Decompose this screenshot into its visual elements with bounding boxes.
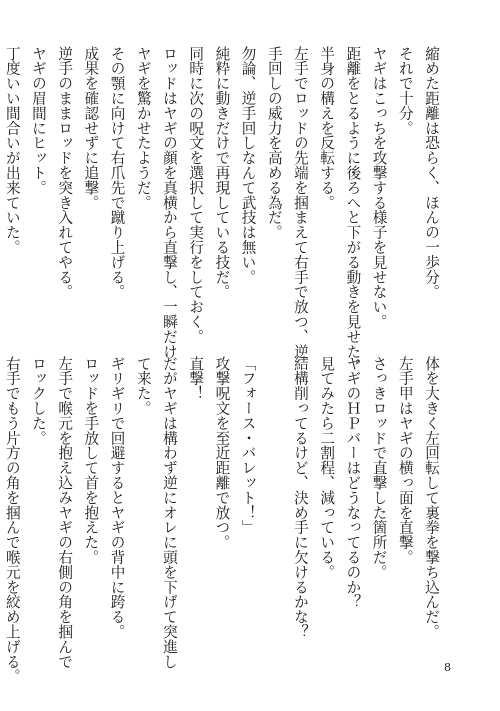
- text-line: ヤギを驚かせたようだ。: [134, 46, 152, 210]
- text-line: 逆手のままロッドを突き入れてやる。: [56, 46, 74, 300]
- text-line: その顎に向けて右爪先で蹴り上げる。: [108, 46, 126, 300]
- text-column-top: [0, 46, 444, 374]
- text-column-bottom: [0, 356, 444, 684]
- text-line: 結構削ってるけど、決め手に欠けるかな？: [291, 356, 309, 640]
- text-line: ロックした。: [29, 356, 47, 446]
- text-line: 手回しの威力を高める為だ。: [265, 46, 283, 240]
- text-line: 攻撃呪文を至近距離で放つ。: [213, 356, 231, 550]
- text-line: ロッドはヤギの顔を真横から直撃し、一瞬だけ: [160, 46, 178, 359]
- text-line: 見てみたら二割程、減っている。: [318, 356, 336, 580]
- text-line: 半身の構えを反転する。: [318, 46, 336, 210]
- page-number: 8: [444, 661, 451, 674]
- text-line: 直撃！: [187, 356, 205, 401]
- text-line: ヤギの眉間にヒット。: [29, 46, 47, 195]
- text-line: 勿論、逆手回しなんて武技は無い。: [239, 46, 257, 285]
- text-line: 縮めた距離は恐らく、ほんの一歩分。: [423, 46, 440, 300]
- text-line: ギリギリで回避するとヤギの背中に跨る。: [108, 356, 126, 640]
- text-line: 同時に次の呪文を選択して実行をしておく。: [187, 46, 205, 344]
- text-line: 距離をとるように後ろへと下がる動きを見せた。: [344, 46, 362, 374]
- text-line: だがヤギは構わず逆にオレに頭を下げて突進し: [160, 356, 178, 669]
- text-line: 成果を確認せずに追撃。: [82, 46, 100, 210]
- text-line: ロッドを手放して首を抱えた。: [82, 356, 100, 565]
- text-line: それで十分。: [396, 46, 414, 136]
- text-line: 左手甲はヤギの横っ面を直撃。: [396, 356, 414, 565]
- text-line: 左手でロッドの先端を掴まえて右手で放つ、逆: [291, 46, 309, 359]
- text-line: 純粋に動きだけで再現している技だ。: [213, 46, 231, 300]
- text-line: [261, 356, 287, 656]
- text-line: さっきロッドで直撃した箇所だ。: [370, 356, 388, 580]
- text-line: 丁度いい間合いが出来ていた。: [3, 46, 21, 255]
- text-line: 左手で喉元を抱え込みヤギの右側の角を掴んで: [56, 356, 74, 669]
- text-line: 右手でもう片方の角を掴んで喉元を絞め上げる。: [3, 356, 21, 684]
- text-line: 「フォース・バレット！」: [239, 356, 257, 535]
- text-line: ヤギはこっちを攻撃する様子を見せない。: [370, 46, 388, 330]
- text-line: ヤギのＨＰバーはどうなってるのか？: [344, 356, 362, 610]
- text-line: 体を大きく左回転して裏拳を撃ち込んだ。: [423, 356, 440, 640]
- text-line: て来た。: [134, 356, 152, 416]
